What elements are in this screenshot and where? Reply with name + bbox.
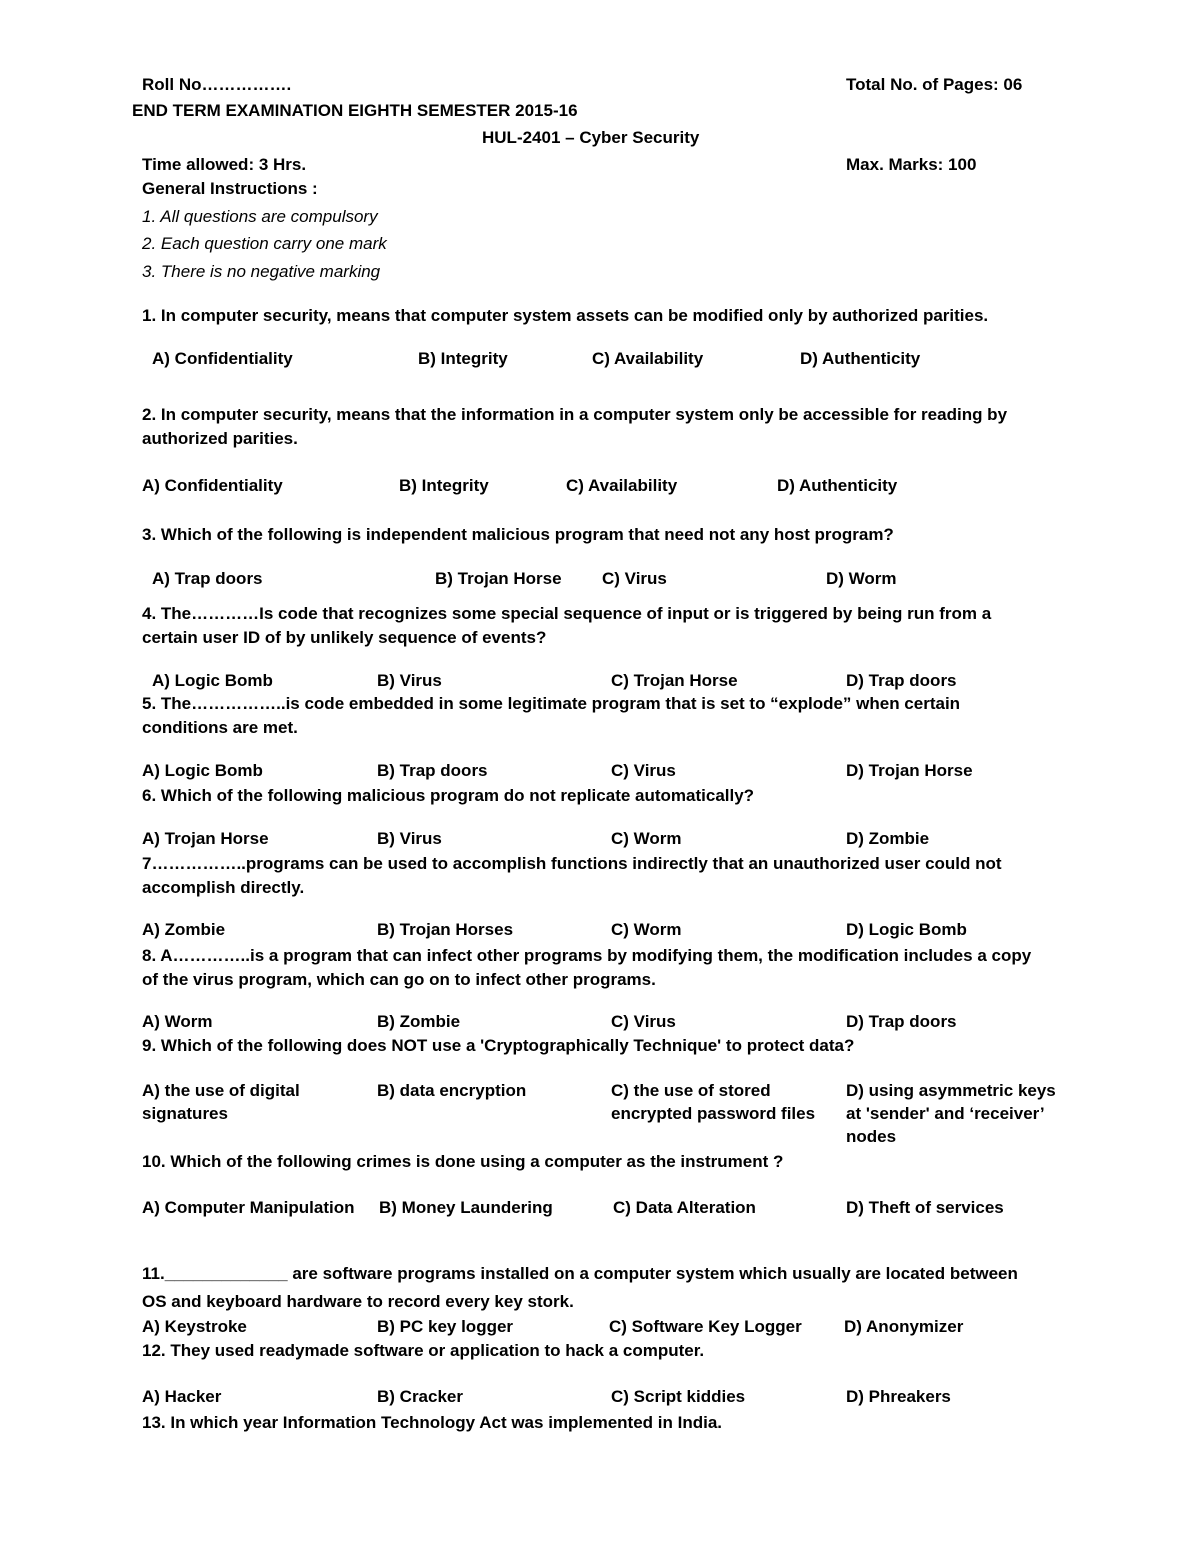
option-b: B) Virus [377, 671, 442, 690]
option-b: B) PC key logger [377, 1317, 514, 1336]
option-c: C) the use of stored encrypted password files [611, 1081, 816, 1123]
total-pages: Total No. of Pages: 06 [846, 75, 1023, 94]
option-a: A) Keystroke [142, 1317, 247, 1336]
option-a: A) Confidentiality [142, 476, 283, 495]
question-text: 5. The……………..is code embedded in some legitimate program that is set to “explode” when certain conditions are met. [142, 694, 961, 737]
question-text: 9. Which of the following does NOT use a 'Cryptographically Technique' to protect data? [142, 1036, 855, 1055]
option-a: A) Hacker [142, 1387, 222, 1406]
option-b: B) Integrity [399, 476, 489, 495]
option-b: B) data encryption [377, 1081, 527, 1100]
question-text: 8. A…………..is a program that can infect other programs by modifying them, the modification includes a copy of the virus program, which can go on to infect other programs. [142, 946, 1032, 989]
option-b: B) Integrity [418, 349, 508, 368]
option-d: D) Trap doors [846, 1012, 957, 1031]
question-text: 2. In computer security, means that the information in a computer system only be accessible for reading by authorized parities. [142, 405, 1008, 448]
option-b: B) Trap doors [377, 761, 488, 780]
option-b: B) Cracker [377, 1387, 463, 1406]
option-d: D) Worm [826, 569, 897, 588]
time-allowed: Time allowed: 3 Hrs. [142, 155, 307, 174]
option-b: B) Trojan Horse [435, 569, 562, 588]
option-b: B) Money Laundering [379, 1198, 553, 1217]
option-a: A) Confidentiality [152, 349, 293, 368]
option-a: A) Logic Bomb [152, 671, 273, 690]
question-text: 6. Which of the following malicious program do not replicate automatically? [142, 786, 755, 805]
option-b: B) Zombie [377, 1012, 461, 1031]
option-a: A) Logic Bomb [142, 761, 263, 780]
option-c: C) Virus [611, 761, 676, 780]
option-c: C) Script kiddies [611, 1387, 746, 1406]
question-text: 7……………..programs can be used to accomplish functions indirectly that an unauthorized user could not accomplish directly. [142, 854, 1002, 897]
option-c: C) Availability [566, 476, 678, 495]
option-a: A) Zombie [142, 920, 226, 939]
option-d: D) Zombie [846, 829, 930, 848]
option-a: A) Trap doors [152, 569, 263, 588]
option-a: A) the use of digital signatures [142, 1081, 300, 1123]
option-d: D) Phreakers [846, 1387, 951, 1406]
option-c: C) Worm [611, 920, 682, 939]
instruction-item: 1. All questions are compulsory [142, 207, 378, 226]
course-title: HUL-2401 – Cyber Security [482, 128, 700, 147]
question-text: 12. They used readymade software or application to hack a computer. [142, 1341, 705, 1360]
option-c: C) Software Key Logger [609, 1317, 802, 1336]
option-d: D) Authenticity [777, 476, 898, 495]
question-text: 3. Which of the following is independent malicious program that need not any host program? [142, 525, 894, 544]
option-c: C) Worm [611, 829, 682, 848]
question-text: 1. In computer security, means that computer system assets can be modified only by authorized parities. [142, 306, 989, 325]
roll-number-line: Roll No……………. [142, 75, 292, 94]
option-a: A) Trojan Horse [142, 829, 269, 848]
option-b: B) Virus [377, 829, 442, 848]
option-d: D) Trap doors [846, 671, 957, 690]
option-d: D) using asymmetric keys at 'sender' and ‘receiver’ nodes [846, 1081, 1056, 1146]
option-c: C) Availability [592, 349, 704, 368]
option-b: B) Trojan Horses [377, 920, 514, 939]
instruction-item: 3. There is no negative marking [142, 262, 381, 281]
question-text: 13. In which year Information Technology Act was implemented in India. [142, 1413, 722, 1432]
option-a: A) Computer Manipulation [142, 1198, 355, 1217]
exam-title: END TERM EXAMINATION EIGHTH SEMESTER 2015-16 [132, 101, 578, 120]
instruction-item: 2. Each question carry one mark [142, 234, 387, 253]
max-marks: Max. Marks: 100 [846, 155, 977, 174]
instructions-heading: General Instructions : [142, 179, 318, 198]
question-text: 10. Which of the following crimes is done using a computer as the instrument ? [142, 1152, 784, 1171]
option-d: D) Authenticity [800, 349, 921, 368]
option-d: D) Anonymizer [844, 1317, 964, 1336]
option-a: A) Worm [142, 1012, 213, 1031]
question-text: 11._____________ are software programs installed on a computer system which usually are located between OS and keyboard hardware to record every key stork. [142, 1264, 1018, 1311]
option-d: D) Logic Bomb [846, 920, 967, 939]
option-c: C) Data Alteration [613, 1198, 756, 1217]
option-c: C) Trojan Horse [611, 671, 738, 690]
question-text: 4. The…………Is code that recognizes some special sequence of input or is triggered by being run from a certain user ID of by unlikely sequence of events? [142, 604, 992, 647]
option-c: C) Virus [611, 1012, 676, 1031]
option-d: D) Theft of services [846, 1198, 1004, 1217]
option-d: D) Trojan Horse [846, 761, 973, 780]
option-c: C) Virus [602, 569, 667, 588]
